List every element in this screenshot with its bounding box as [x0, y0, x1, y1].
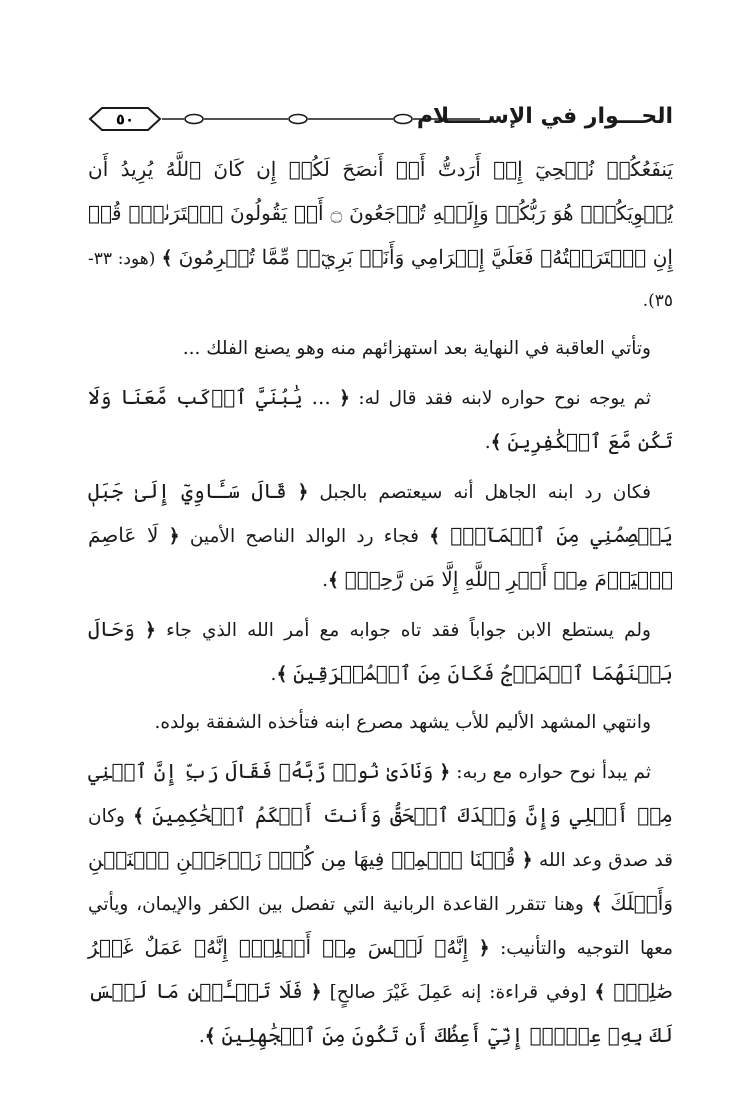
sentence-end: .: [322, 570, 328, 591]
verse-close-bracket: ﴾: [591, 894, 603, 915]
page-body: [88, 148, 673, 1064]
verse-open-bracket: ﴿: [168, 526, 180, 547]
body-sentence: ثم يوجه نوح حواره لابنه فقد قال له:: [358, 388, 651, 409]
page-number: ٥٠: [115, 110, 135, 129]
body-sentence: وهنا تتقرر القاعدة الربانية التي تفصل بين الكفر والإيمان، ويأتي معها التوجيه والتأنيب:: [88, 894, 673, 959]
verse-close-bracket: ﴾: [490, 432, 502, 453]
body-sentence: وكان قد صدق وعد الله: [88, 806, 673, 871]
paragraph-3: [88, 376, 673, 464]
quran-verse: وَحَالَ بَيۡنَهُمَا ٱلۡمَوۡجُ فَكَانَ مِنَ ٱلۡمُغۡرَقِينَ: [88, 617, 673, 685]
quran-verse: وَنَادَىٰ نُوحٞ رَّبَّهُۥ فَقَالَ رَبِّ إِنَّ ٱبۡنِي مِنۡ أَهۡلِي وَإِنَّ وَعۡدَكَ ٱلۡحَقُّ وَأَنتَ أَحۡكَمُ ٱلۡحَٰكِمِينَ: [88, 759, 673, 827]
quran-verse: يَنفَعُكُمۡ نُصۡحِيٓ إِنۡ أَرَدتُّ أَنۡ أَنصَحَ لَكُمۡ إِن كَانَ ٱللَّهُ يُرِيدُ أَن يُغۡوِيَكُمۡۚ هُوَ رَبُّكُمۡ وَإِلَيۡهِ تُرۡجَعُونَ ۝ أَمۡ يَقُولُونَ ٱفۡتَرَىٰهُۖ قُلۡ إِنِ ٱفۡتَرَيۡتُهُۥ فَعَلَيَّ إِجۡرَامِي وَأَنَا۠ بَرِيٓءٞ مِّمَّا تُجۡرِمُونَ: [88, 157, 673, 269]
body-sentence: فجاء رد الوالد الناصح الأمين: [189, 526, 419, 547]
sentence-end: .: [198, 1026, 205, 1047]
sentence-end: .: [270, 664, 277, 685]
paragraph-4: [88, 470, 673, 602]
paragraph-5: [88, 608, 673, 696]
body-sentence: فكان رد ابنه الجاهل أنه سيعتصم بالجبل: [319, 482, 651, 503]
verse-open-bracket: ﴿: [439, 762, 451, 783]
sentence-end: .: [484, 432, 491, 453]
body-sentence: وانتهي المشهد الأليم للأب يشهد مصرع ابنه فتأخذه الشفقة بولده.: [154, 712, 651, 733]
verse-close-bracket: ﴾: [161, 248, 173, 269]
quran-verse: قُلۡنَا ٱحۡمِلۡ فِيهَا مِن كُلّٖ زَوۡجَيۡنِ ٱثۡنَيۡنِ وَأَهۡلَكَ: [88, 847, 673, 915]
verse-close-bracket: ﴾: [594, 982, 606, 1003]
verse-open-bracket: ﴿: [297, 482, 309, 503]
paragraph-2: [88, 328, 673, 370]
paragraph-7: [88, 750, 673, 1058]
quran-verse: فَلَا تَسۡـَٔلۡنِ مَا لَيۡسَ لَكَ بِهِۦ عِلۡمٌۖ إِنِّيٓ أَعِظُكَ أَن تَكُونَ مِنَ ٱلۡجَٰهِلِينَ: [88, 979, 673, 1047]
paragraph-6: [88, 702, 673, 744]
verse-reference: (هود: ٣٣- ٣٥).: [88, 249, 673, 311]
quran-verse: إِنَّهُۥ لَيۡسَ مِنۡ أَهۡلِكَۖ إِنَّهُۥ عَمَلٌ غَيۡرُ صَٰلِحٖۖ: [88, 935, 673, 1003]
verse-open-bracket: ﴿: [521, 850, 533, 871]
body-sentence: ثم يبدأ نوح حواره مع ربه:: [456, 762, 652, 783]
book-title: الحـــوار في الإســـــلام: [416, 104, 673, 129]
body-sentence: ولم يستطع الابن جواباً فقد تاه جوابه مع أمر الله الذي جاء: [166, 620, 651, 641]
quran-verse: ... يَٰبُنَيَّ ٱرۡكَب مَّعَنَا وَلَا تَكُن مَّعَ ٱلۡكَٰفِرِينَ: [88, 385, 673, 453]
running-header: [88, 100, 673, 140]
verse-close-bracket: ﴾: [328, 570, 339, 591]
body-sentence: وتأتي العاقبة في النهاية بعد استهزائهم منه وهو يصنع الفلك ...: [182, 338, 651, 359]
verse-open-bracket: ﴿: [145, 620, 156, 641]
quran-verse: قَالَ سَـَٔاوِيٓ إِلَىٰ جَبَلٖ يَعۡصِمُنِي مِنَ ٱلۡمَآءِۚ: [88, 479, 673, 547]
reading-variant-note: [وفي قراءة: إنه عَمِلَ غَيْرَ صالحٍ]: [329, 982, 587, 1003]
verse-close-bracket: ﴾: [133, 806, 144, 827]
verse-open-bracket: ﴿: [310, 982, 322, 1003]
verse-close-bracket: ﴾: [276, 664, 288, 685]
quran-verse: لَا عَاصِمَ ٱلۡيَوۡمَ مِنۡ أَمۡرِ ٱللَّهِ إِلَّا مَن رَّحِمَۚ: [88, 523, 673, 591]
verse-close-bracket: ﴾: [429, 526, 441, 547]
verse-open-bracket: ﴿: [339, 388, 350, 409]
verse-close-bracket: ﴾: [204, 1026, 216, 1047]
verse-open-bracket: ﴿: [478, 938, 490, 959]
paragraph-1: [88, 148, 673, 322]
